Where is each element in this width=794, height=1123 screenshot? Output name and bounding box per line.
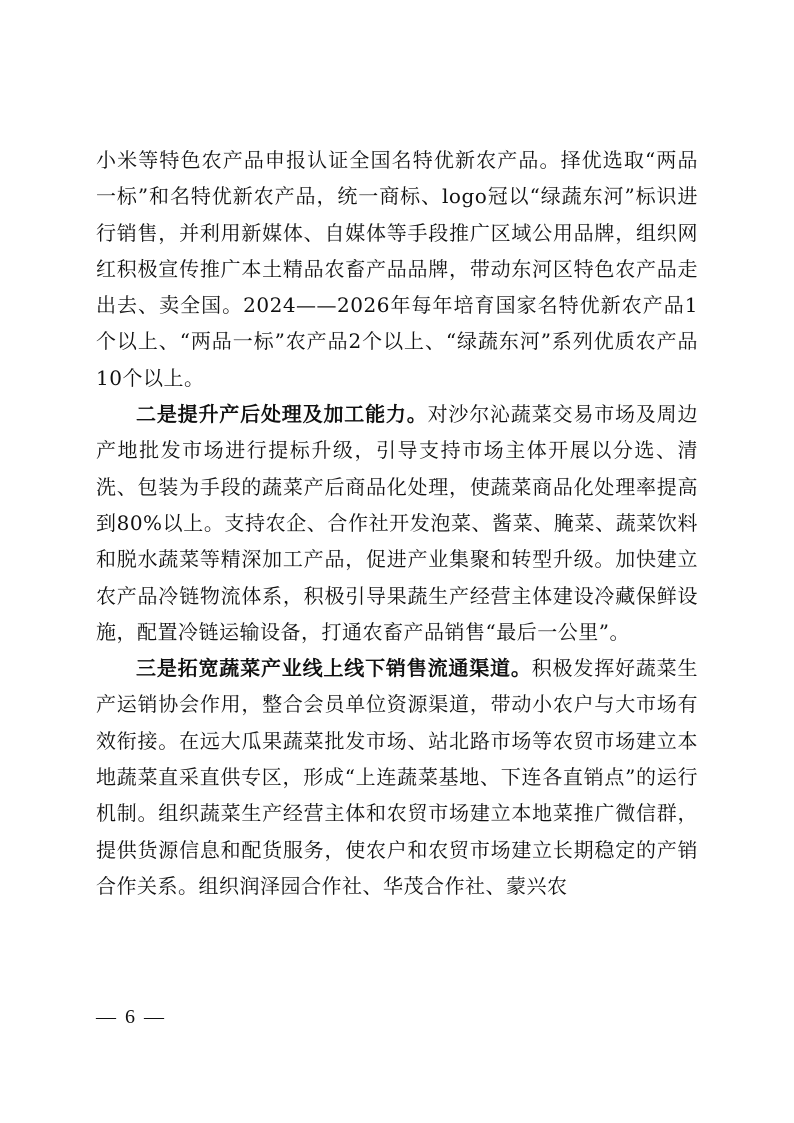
paragraph-text: 小米等特色农产品申报认证全国名特优新农产品。择优选取“两品一标”和名特优新农产品，统一商标、logo冠以“绿蔬东河”标识进行销售，并利用新媒体、自媒体等手段推广区域公用品牌，组织网红积极宣传推广本土精品农畜产品品牌，带动东河区特色农产品走出去、卖全国。2024——2026年每年培育国家名特优新农产品1个以上、“两品一标”农产品2个以上、“绿蔬东河”系列优质农产品10个以上。 [96, 148, 698, 390]
paragraph-lead: 二是提升产后处理及加工能力。 [136, 402, 428, 427]
page-number: — 6 — [96, 1006, 166, 1028]
paragraph-text: 积极发挥好蔬菜生产运销协会作用，整合会员单位资源渠道，带动小农户与大市场有效衔接。在远大瓜果蔬菜批发市场、站北路市场等农贸市场建立本地蔬菜直采直供专区，形成“上连蔬菜基地、下连各直销点”的运行机制。组织蔬菜生产经营主体和农贸市场建立本地菜推广微信群，提供货源信息和配货服务，使农户和农贸市场建立长期稳定的产销合作关系。组织润泽园合作社、华茂合作社、蒙兴农 [96, 656, 699, 898]
paragraph-continuation [96, 142, 698, 396]
document-body [96, 142, 698, 904]
paragraph-text: 对沙尔沁蔬菜交易市场及周边产地批发市场进行提标升级，引导支持市场主体开展以分选、清洗、包装为手段的蔬菜产后商品化处理，使蔬菜商品化处理率提高到80%以上。支持农企、合作社开发泡菜、酱菜、腌菜、蔬菜饮料和脱水蔬菜等精深加工产品，促进产业集聚和转型升级。加快建立农产品冷链物流体系，积极引导果蔬生产经营主体建设冷藏保鲜设施，配置冷链运输设备，打通农畜产品销售“最后一公里”。 [96, 402, 699, 644]
paragraph-processing [96, 396, 698, 650]
paragraph-lead: 三是拓宽蔬菜产业线上线下销售流通渠道。 [136, 656, 532, 681]
paragraph-sales-channels [96, 650, 698, 904]
